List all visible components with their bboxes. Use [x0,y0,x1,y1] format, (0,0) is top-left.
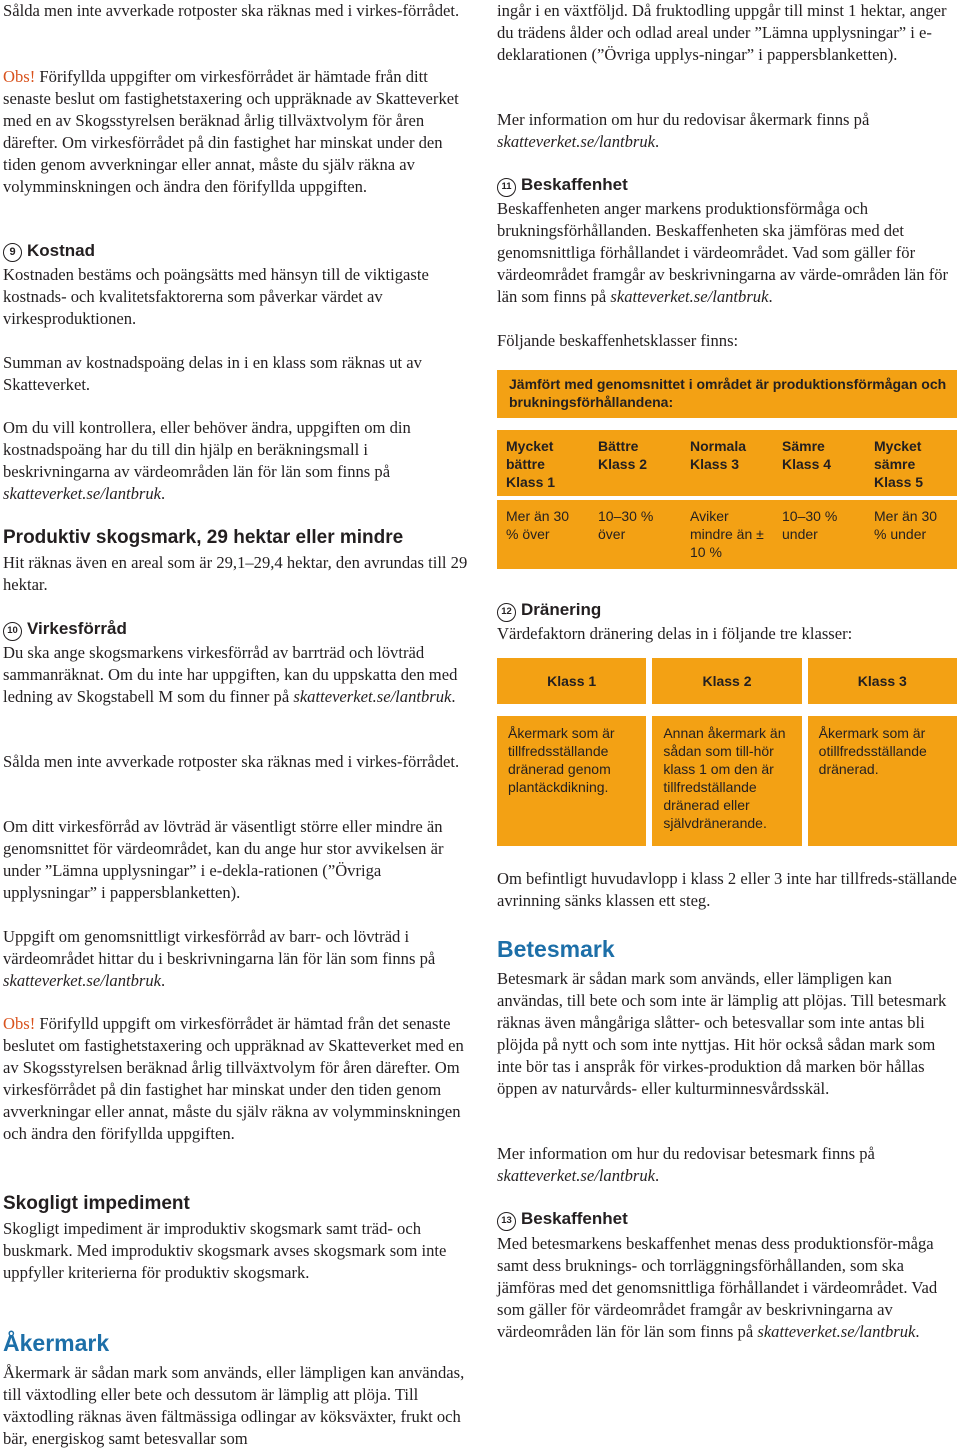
akermark-paragraph: Åkermark är sådan mark som används, eller lämpligen kan användas, till växtodling eller bete och dessutom är lämplig att plöja. Till växtodling räknas även fältmässiga odlingar av köksväxter, frukt och bär, energiskog samt betesvallar som [3,1363,465,1448]
class-desc-3: Aviker mindre än ± 10 % [681,500,773,569]
akermark-info: Mer information om hur du redovisar åkermark finns på skatteverket.se/lantbruk. [497,110,870,151]
dranering-class-2: Klass 2 [652,658,801,704]
dranering-after: Om befintligt huvudavlopp i klass 2 eller 3 inte har tillfreds-ställande avrinning sänks klassen ett steg. [497,869,957,910]
number-12-icon: 12 [497,603,516,622]
betesmark-p2: Mer information om hur du redovisar betesmark finns på skatteverket.se/lantbruk. [497,1144,875,1185]
dranering-desc-3: Åkermark som är otillfredsställande dränerad. [808,716,957,846]
link-skatteverket[interactable]: skatteverket.se/lantbruk [3,970,162,990]
obs-label: Obs! [3,1014,36,1033]
beskaffenhet-heading: 11 Beskaffenhet [497,174,628,197]
impediment-heading: Skogligt impediment [3,1193,190,1214]
beskaffenhet-p1: Beskaffenheten anger markens produktionsförmåga och brukningsförhållanden. Beskaffenheten ska jämföras med det genomsnittliga förhållandet i värdeområdet. Vad som gäller för värdeområdet framgår av beskrivningarna av värde-områden län för län som finns på skatteverket.se/lantbruk. [497,199,949,306]
obs-paragraph-1 [3,66,468,197]
akermark-heading: Åkermark [3,1330,110,1356]
class-desc-1: Mer än 30 % över [497,500,589,569]
class-name-1: Mycket bättre Klass 1 [497,430,589,496]
beskaffenhet-2-heading: 13 Beskaffenhet [497,1208,628,1231]
obs-text: Förifyllda uppgifter om virkesförrådet är hämtade från ditt senaste beslut om fastighetstaxering och uppräknade av Skatteverket med en av Skogsstyrelsen beräknad årlig tillväxtvolym för åren därefter. Om virkesförrådet på din fastighet har minskat under den tiden genom avverkningar eller annat, måste du själv räkna av volymminskningen och ändra den förifyllda uppgiften. [3,67,459,196]
link-skatteverket[interactable]: skatteverket.se/lantbruk [610,286,769,306]
kostnad-p3: Om du vill kontrollera, eller behöver ändra, uppgiften om din kostnadspoäng har du till din hjälp en beräkningsmall i beskrivningarna av värdeområden län för län som finns på skatteverket.se/lantbruk. [3,418,411,503]
class-name-5: Mycket sämre Klass 5 [865,430,957,496]
kostnad-heading: 9 Kostnad [3,240,95,262]
number-10-icon: 10 [3,622,22,641]
dranering-header-row [497,658,957,704]
virkes-p1: Du ska ange skogsmarkens virkesförråd av barrträd och lövträd sammanräknat. Om du inte har uppgiften, kan du uppskatta den med ledning av Skogstabell M som du finner på skatteverket.se/lantbruk. [3,643,458,706]
beskaffenhet-p2: Följande beskaffenhetsklasser finns: [497,331,739,350]
beskaffenhet-table [497,370,957,569]
kostnad-p1: Kostnaden bestäms och poängsätts med hänsyn till de viktigaste kostnads- och kvalitetsfaktorerna som påverkar värdet av virkesproduktionen. [3,265,429,328]
dranering-heading: 12 Dränering [497,599,601,622]
link-skatteverket[interactable]: skatteverket.se/lantbruk [497,131,656,151]
link-skatteverket[interactable]: skatteverket.se/lantbruk [757,1321,916,1341]
dranering-paragraph: Värdefaktorn dränering delas in i följande tre klasser: [497,624,853,643]
class-name-4: Sämre Klass 4 [773,430,865,496]
beskaffenhet-2-paragraph: Med betesmarkens beskaffenhet menas dess produktionsför-måga samt dess bruknings- och torrläggningsförhållanden, som ska jämföras med det genomsnittliga förhållandet i värdeområdet. Vad som gäller för värdeområdet framgår av beskrivningarna av värdeområden län för län som finns på skatteverket.se/lantbruk. [497,1234,938,1341]
dranering-desc-row [497,716,957,846]
dranering-class-1: Klass 1 [497,658,646,704]
link-skatteverket[interactable]: skatteverket.se/lantbruk [497,1165,656,1185]
obs-label: Obs! [3,67,36,86]
dranering-desc-1: Åkermark som är tillfredsställande dränerad genom plantäckdikning. [497,716,646,846]
betesmark-p1: Betesmark är sådan mark som används, eller lämpligen kan användas, till bete och som inte är lämplig att plöjas. Till betesmark räknas även mångåriga slåtter- och betesvallar som inte antas bli plöjda på nytt och som inte nyttjas. Hit hör också sådan mark som inte bör tas i anspråk för virkes-produktion då marken bör hållas öppen av naturvårds- eller kulturminnesvårdsskäl. [497,969,947,1098]
class-name-row [497,430,957,496]
number-9-icon: 9 [3,243,22,262]
produktiv-heading: Produktiv skogsmark, 29 hektar eller mindre [3,527,404,548]
number-11-icon: 11 [497,178,516,197]
impediment-paragraph: Skogligt impediment är improduktiv skogsmark samt träd- och buskmark. Med improduktiv skogsmark avses skogsmark som inte uppfyller kriterierna för produktiv skogsmark. [3,1219,447,1282]
dranering-desc-2: Annan åkermark än sådan som till-hör klass 1 om den är tillfredställande dränerad eller självdränerande. [652,716,801,846]
class-desc-row [497,500,957,569]
virkes-p3: Om ditt virkesförråd av lövträd är väsentligt större eller mindre än genomsnittet för värdeområdet, kan du ange hur stor avvikelsen är under ”Lämna upplysningar” i e-dekla-rationen (”Övriga upplysningar” i pappersblanketten). [3,817,444,902]
akermark-continued: ingår i en växtföljd. Då fruktodling uppgår till minst 1 hektar, anger du trädens ålder och odlad areal under ”Lämna upplysningar” i e-deklarationen (”Övriga upplys-ningar” i pappersblanketten). [497,1,947,64]
dranering-class-3: Klass 3 [808,658,957,704]
betesmark-heading: Betesmark [497,936,615,962]
class-name-3: Normala Klass 3 [681,430,773,496]
dranering-table [497,658,957,846]
class-desc-5: Mer än 30 % under [865,500,957,569]
class-desc-2: 10–30 % över [589,500,681,569]
produktiv-paragraph: Hit räknas även en areal som är 29,1–29,4 hektar, den avrundas till 29 hektar. [3,553,468,594]
number-13-icon: 13 [497,1212,516,1231]
obs-paragraph-2: Obs! Förifylld uppgift om virkesförrådet är hämtad från det senaste beslutet om fastighetstaxering och uppräknad av Skatteverket med en av Skogsstyrelsen beräknad årlig tillväxtvolym för åren därefter. Om virkesförrådet på din fastighet har minskat under den tiden genom avverkningar eller annat, måste du själv räkna av volymminskningen och ändra den förifyllda uppgiften. [3,1014,464,1143]
virkesforrad-heading: 10 Virkesförråd [3,618,127,641]
paragraph-rotposter: Sålda men inte avverkade rotposter ska räknas med i virkes-förrådet. [3,1,460,20]
link-skatteverket[interactable]: skatteverket.se/lantbruk [293,686,452,706]
table-header: Jämfört med genomsnittet i området är produktionsförmågan och brukningsförhållandena: [497,370,957,418]
link-skatteverket[interactable]: skatteverket.se/lantbruk [3,483,162,503]
class-name-2: Bättre Klass 2 [589,430,681,496]
kostnad-p2: Summan av kostnadspoäng delas in i en klass som räknas ut av Skatteverket. [3,353,422,394]
class-desc-4: 10–30 % under [773,500,865,569]
virkes-p4: Uppgift om genomsnittligt virkesförråd av barr- och lövträd i värdeområdet hittar du i beskrivningarna län för län som finns på skatteverket.se/lantbruk. [3,927,436,990]
virkes-p2: Sålda men inte avverkade rotposter ska räknas med i virkes-förrådet. [3,752,460,771]
